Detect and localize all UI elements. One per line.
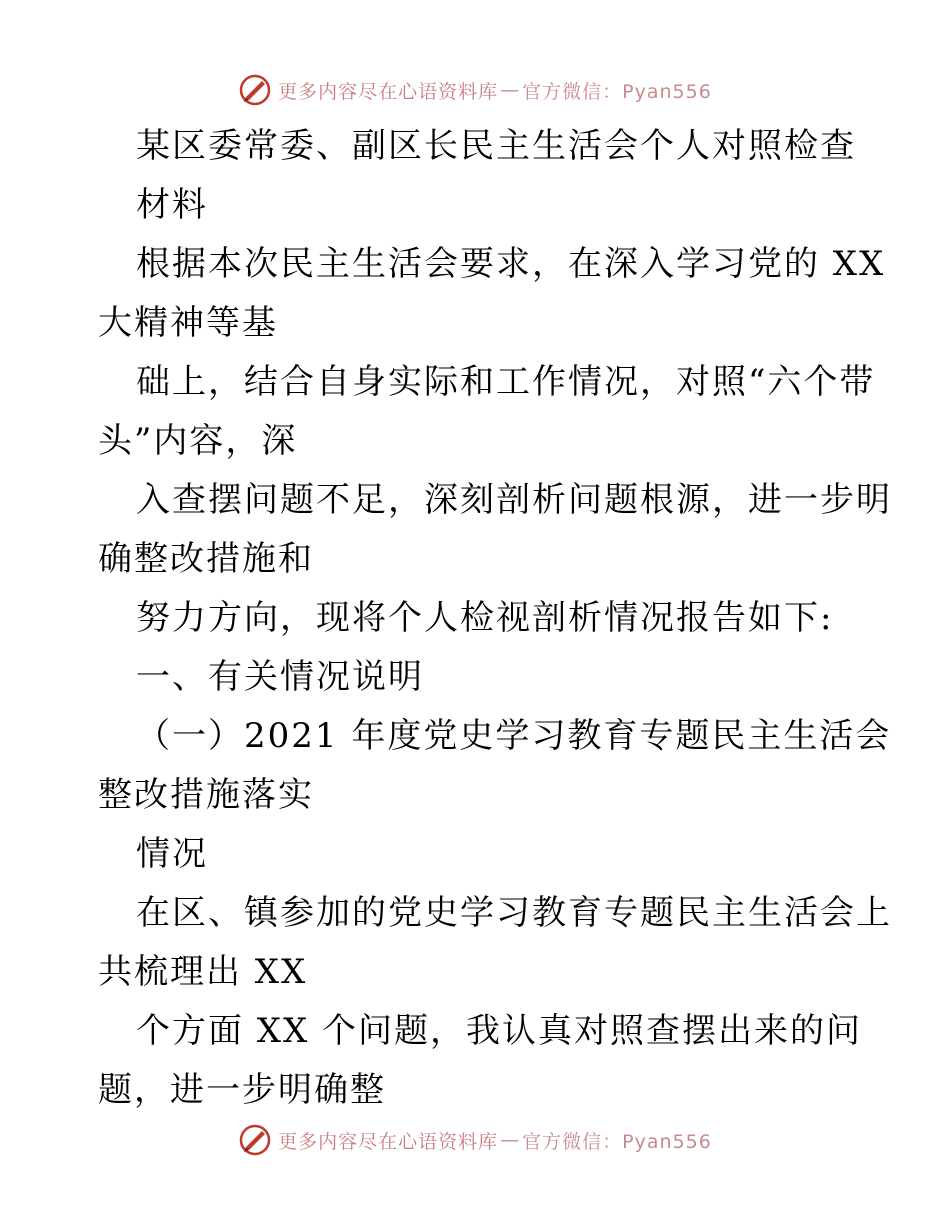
- paragraph-line: 根据本次民主生活会要求，在深入学习党的 XX: [136, 244, 886, 284]
- paragraph-line: 头”内容，深: [98, 421, 298, 461]
- document-title-line-1: 某区委常委、副区长民主生活会个人对照检查: [136, 126, 856, 166]
- paragraph-line: 在区、镇参加的党史学习教育专题民主生活会上: [136, 893, 892, 933]
- header-watermark-banner: [0, 70, 950, 110]
- banner-dash: —: [500, 79, 521, 101]
- subsection-heading-line-2: 整改措施落实: [98, 775, 314, 815]
- section-heading: 一、有关情况说明: [136, 657, 424, 697]
- banner-dash: —: [500, 1129, 521, 1151]
- paragraph-line: 共梳理出 XX: [98, 952, 308, 992]
- pen-logo-icon: [238, 73, 272, 107]
- banner-brand-text: 更多内容尽在心语资料库: [278, 80, 499, 103]
- paragraph-line: 础上，结合自身实际和工作情况，对照“六个带: [136, 362, 876, 402]
- paragraph-line: 个方面 XX 个问题，我认真对照查摆出来的问: [136, 1011, 863, 1051]
- paragraph-line: 大精神等基: [98, 303, 278, 343]
- banner-wechat-text: 官方微信：Pyan556: [522, 1130, 712, 1153]
- footer-watermark-banner: [0, 1120, 950, 1160]
- subsection-heading-line-1: （一）2021 年度党史学习教育专题民主生活会: [136, 716, 892, 756]
- paragraph-line: 题，进一步明确整: [98, 1070, 386, 1110]
- document-title-line-2: 材料: [136, 185, 208, 225]
- paragraph-line: 确整改措施和: [98, 539, 314, 579]
- subsection-heading-line-3: 情况: [136, 834, 208, 874]
- paragraph-line: 努力方向，现将个人检视剖析情况报告如下:: [136, 598, 834, 638]
- pen-logo-icon: [238, 1123, 272, 1157]
- banner-brand-text: 更多内容尽在心语资料库: [278, 1130, 499, 1153]
- paragraph-line: 入查摆问题不足，深刻剖析问题根源，进一步明: [136, 480, 892, 520]
- banner-wechat-text: 官方微信：Pyan556: [522, 80, 712, 103]
